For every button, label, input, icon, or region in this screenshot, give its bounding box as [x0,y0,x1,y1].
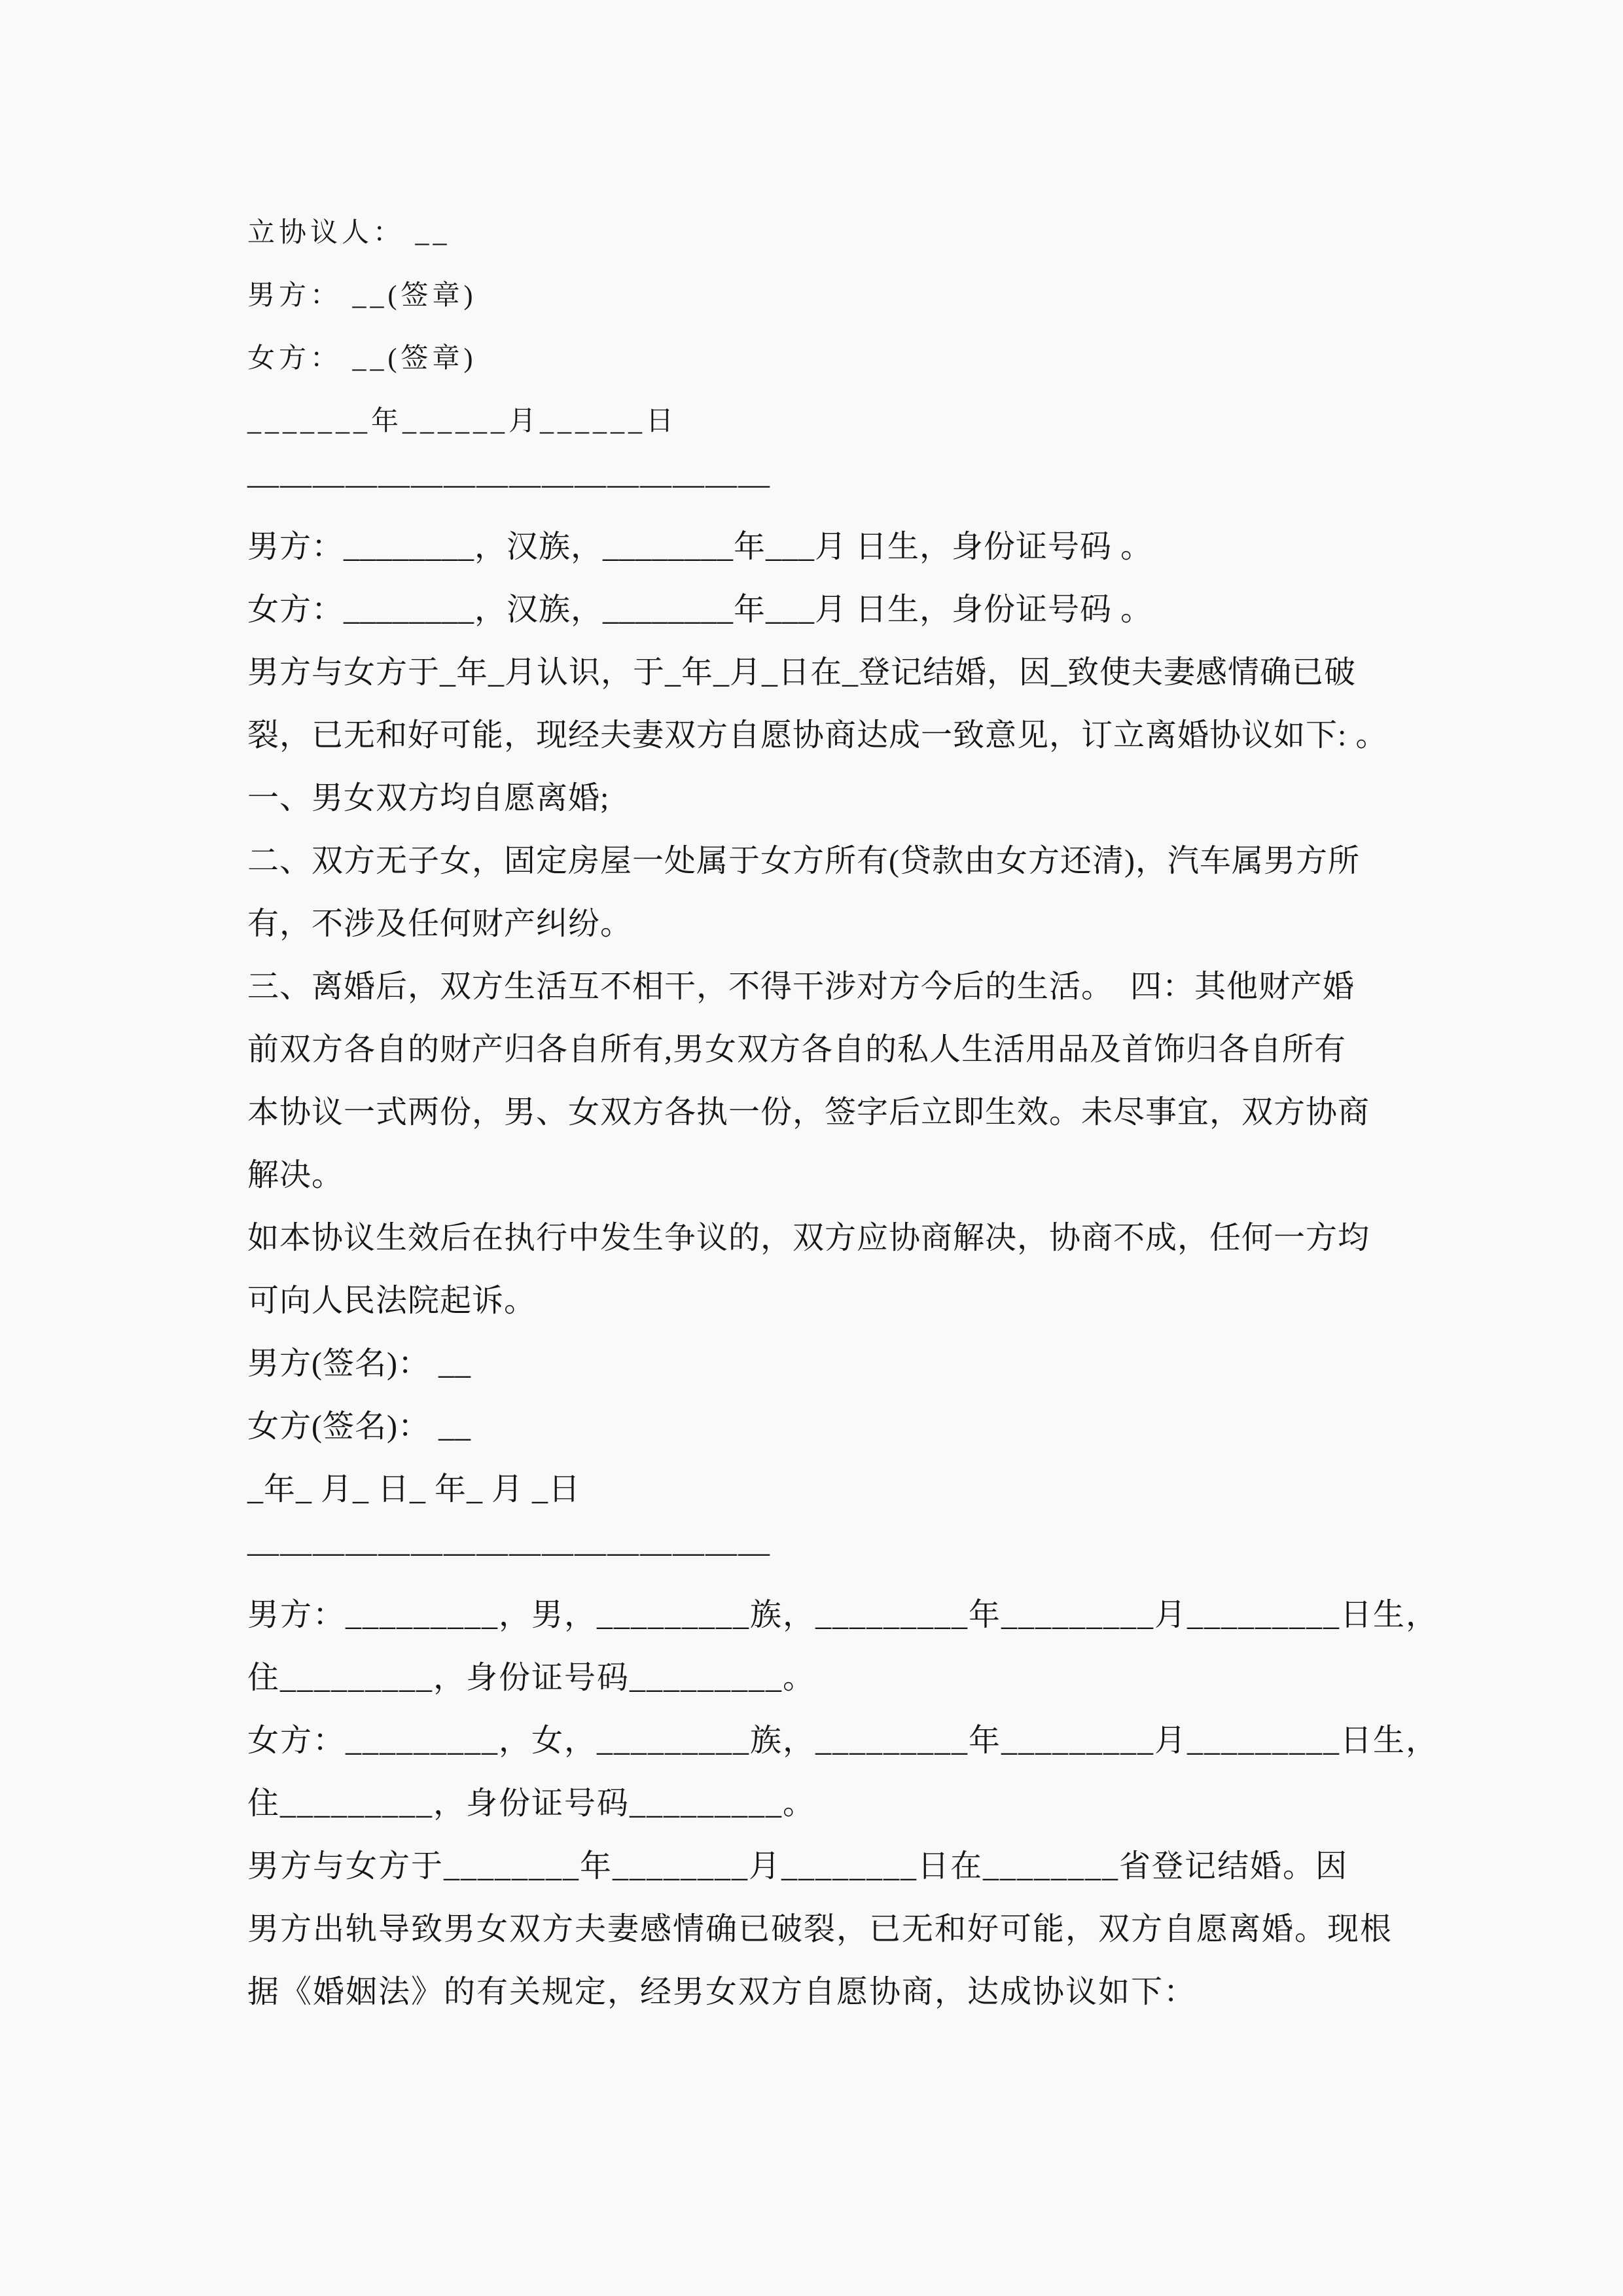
document-line: 男方(签名)： __ [247,1346,471,1381]
document-line: 女方(签名)： __ [247,1409,471,1444]
document-line: 男方：________，汉族，________年___月 日生，身份证号码 。 [247,529,1153,564]
document-line: _______年______月______日 [247,406,678,437]
document-line: 女方： __(签章) [247,344,477,374]
document-line: 一、男女双方均自愿离婚; [247,781,610,816]
document-line: 男方： __(签章) [247,281,477,311]
document-line: 解决。 [247,1158,344,1193]
document-line: 裂，已无和好可能，现经夫妻双方自愿协商达成一致意见，订立离婚协议如下: 。 [247,718,1388,753]
document-line: 女方：________，汉族，________年___月 日生，身份证号码 。 [247,592,1153,627]
document-line: 二、双方无子女，固定房屋一处属于女方所有(贷款由女方还清)，汽车属男方所 [247,844,1360,878]
document-line: 有，不涉及任何财产纠纷。 [247,906,633,941]
document-line: 前双方各自的财产归各自所有,男女双方各自的私人生活用品及首饰归各自所有 [247,1032,1347,1067]
document-line: 立协议人： __ [247,218,451,248]
document-line: 男方：_________，男，_________族，_________年_________月_________日生， [247,1598,1439,1632]
document-line: _年_ 月_ 日_ 年_ 月 _日 [247,1472,581,1507]
document-line: 三、离婚后，双方生活互不相干，不得干涉对方今后的生活。 四：其他财产婚 [247,969,1355,1004]
separator-dash-line: ———————————————— [247,467,771,501]
document-line: 本协议一式两份，男、女双方各执一份，签字后立即生效。未尽事宜，双方协商 [247,1095,1370,1130]
document-line: 女方：_________，女，_________族，_________年_________月_________日生， [247,1723,1439,1758]
separator-dash-line: ———————————————— [247,1535,771,1570]
document-line: 可向人民法院起诉。 [247,1283,537,1318]
document-line: 住_________，身份证号码_________。 [247,1786,816,1821]
document-line: 男方出轨导致男女双方夫妻感情确已破裂，已无和好可能，双方自愿离婚。现根 [247,1912,1393,1946]
document-line: 据《婚姻法》的有关规定，经男女双方自愿协商，达成协议如下： [247,1975,1197,2009]
document-line: 如本协议生效后在执行中发生争议的，双方应协商解决，协商不成，任何一方均 [247,1221,1370,1255]
document-line: 男方与女方于________年________月________日在________省登记结婚。因 [247,1849,1349,1884]
document-line: 男方与女方于_年_月认识，于_年_月_日在_登记结婚，因_致使夫妻感情确已破 [247,655,1357,690]
agreement-document [247,202,1439,2024]
document-line: 住_________，身份证号码_________。 [247,1660,816,1695]
